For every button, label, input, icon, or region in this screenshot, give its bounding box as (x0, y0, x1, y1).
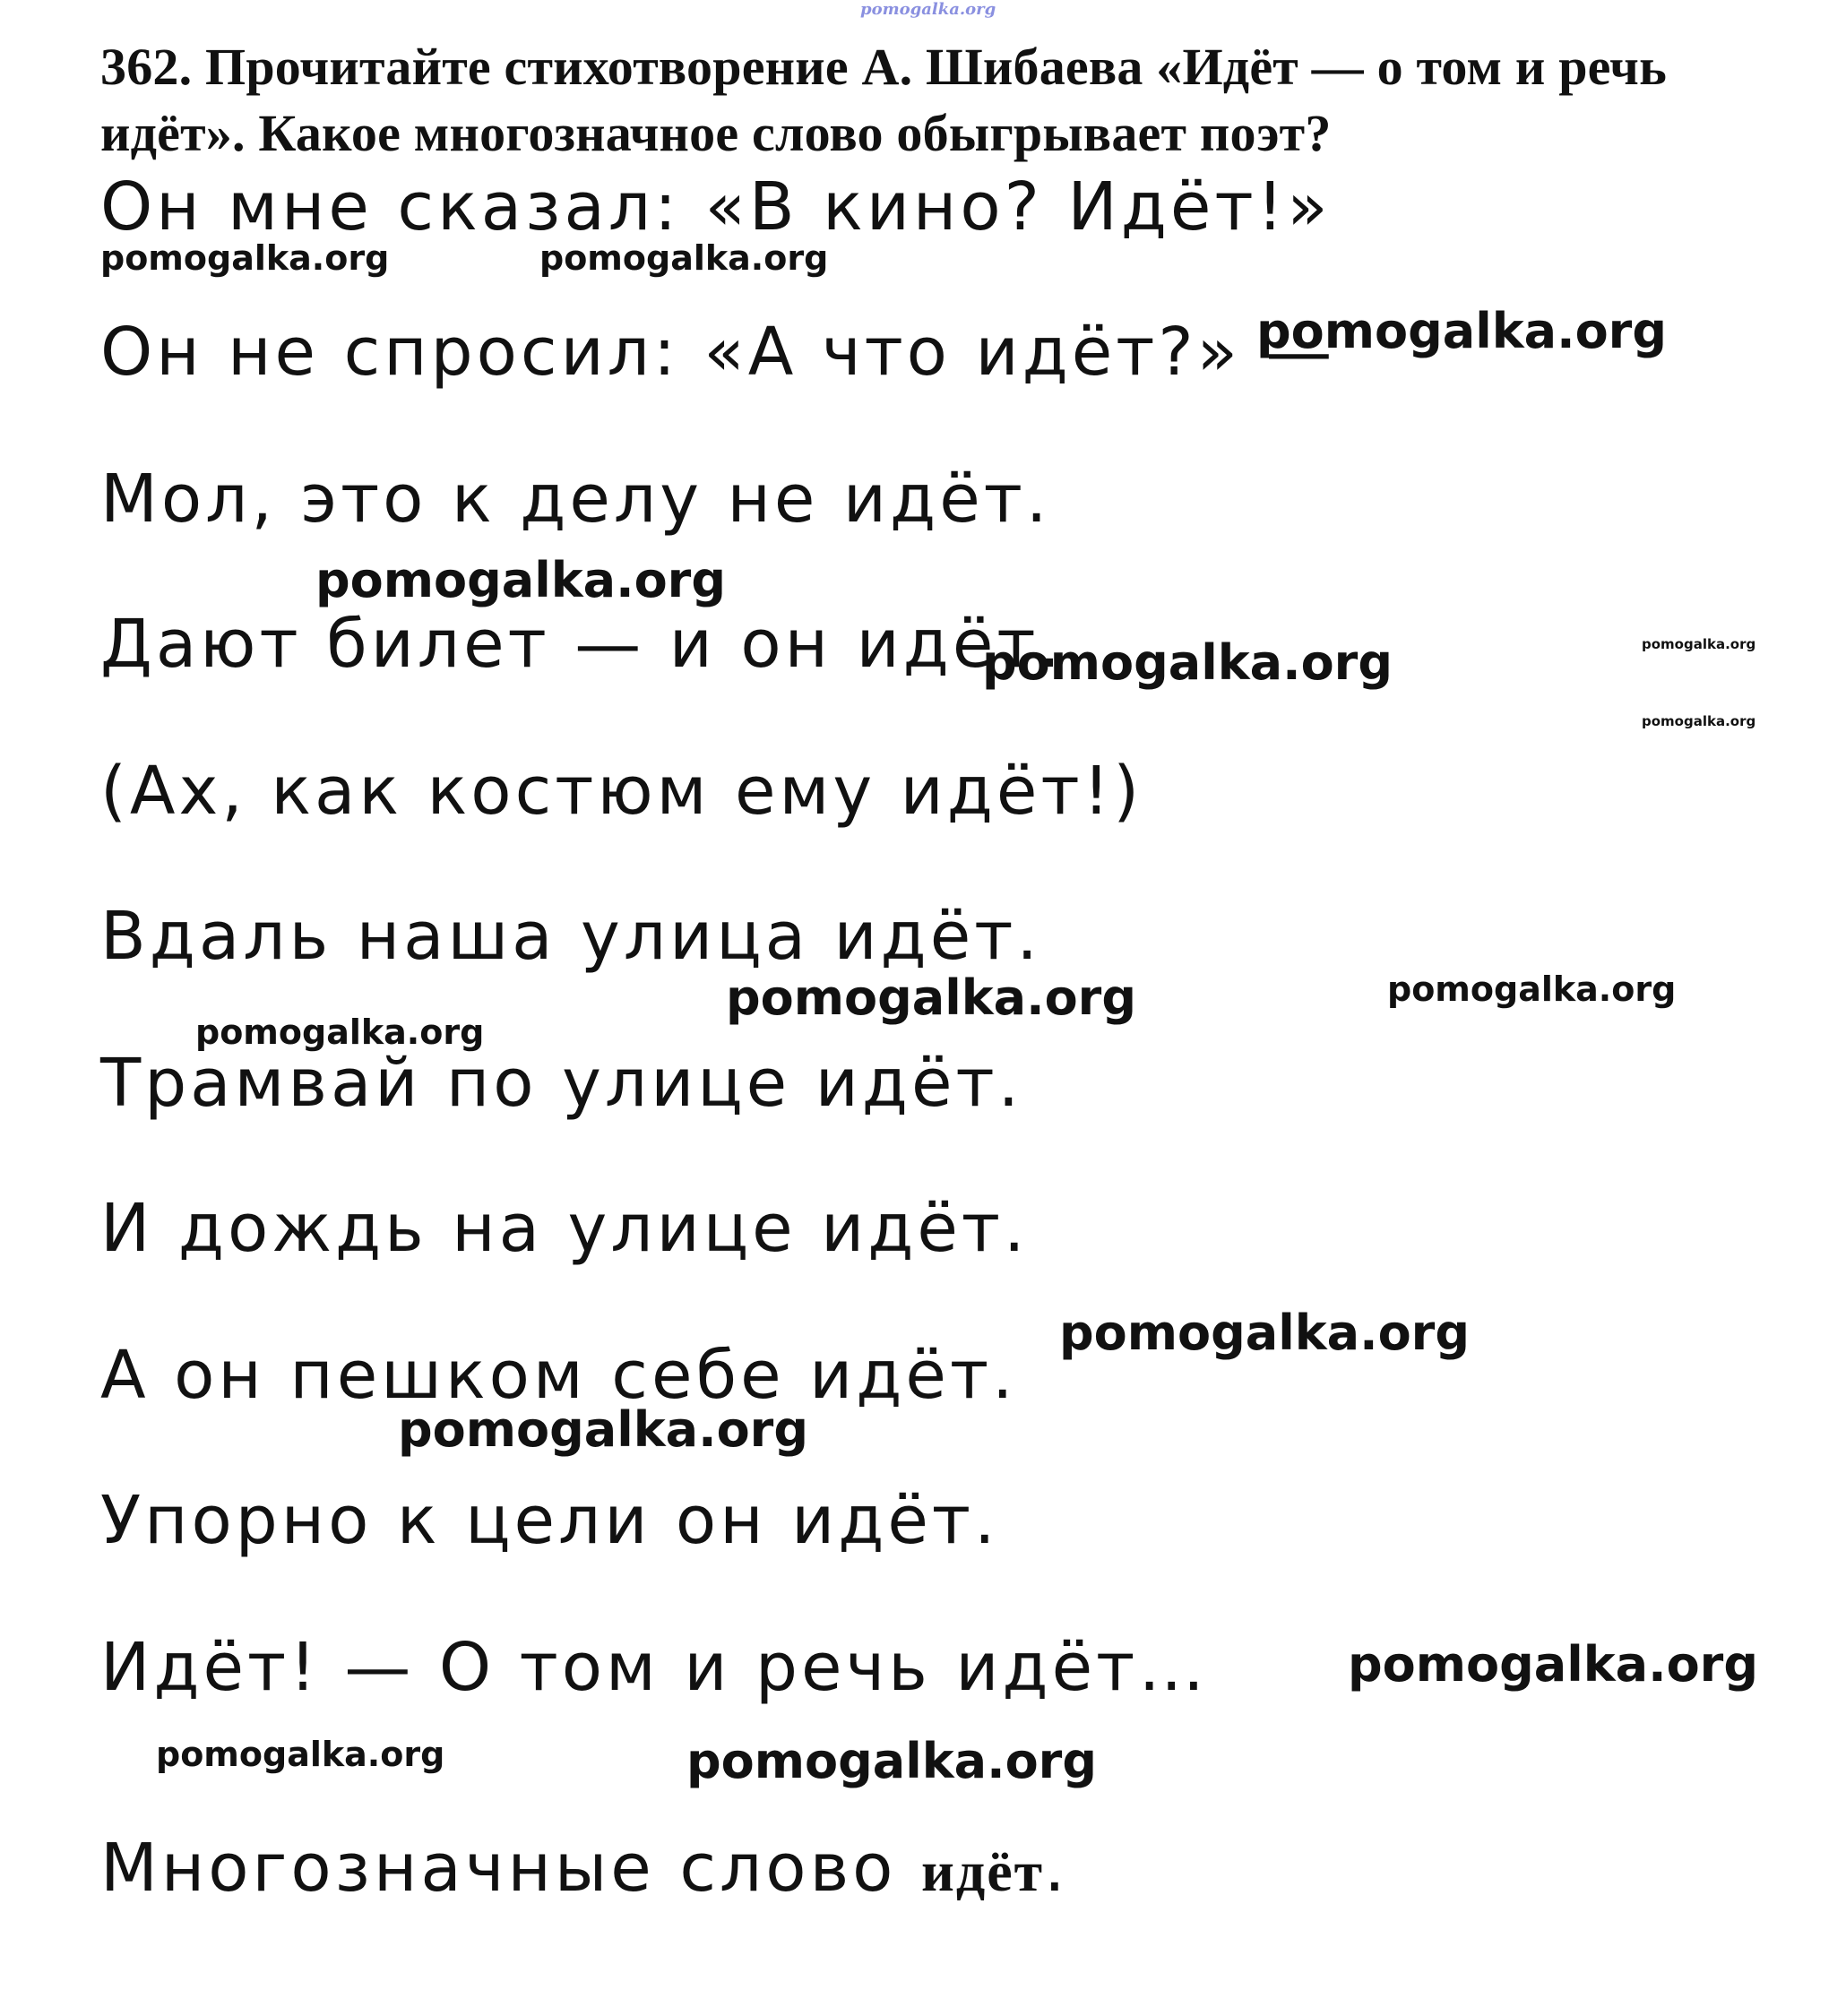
poem-line-2: Он не спросил: «А что идёт?» — (100, 314, 1336, 391)
watermark: pomogalka.org (1642, 713, 1756, 729)
watermark: pomogalka.org (398, 1401, 808, 1458)
watermark: pomogalka.org (686, 1733, 1097, 1789)
watermark: pomogalka.org (1059, 1305, 1470, 1361)
answer-line (100, 1828, 1069, 1912)
poem-line-10: Упорно к цели он идёт. (100, 1482, 999, 1559)
watermark: pomogalka.org (539, 238, 829, 278)
watermark: pomogalka.org (982, 634, 1393, 691)
poem-line-9: А он пешком себе идёт. (100, 1337, 1017, 1414)
task-heading: 362. Прочитайте стихотворение А. Шибаева «Идёт — о том и речь идёт». Какое многозначное слово обыгрывает поэт? (100, 38, 1667, 162)
poem-line-4: Дают билет — и он идёт. (100, 606, 1064, 683)
watermark: pomogalka.org (726, 969, 1136, 1026)
watermark: pomogalka.org (860, 0, 996, 19)
watermark: pomogalka.org (1387, 969, 1677, 1009)
poem-line-7: Трамвай по улице идёт. (100, 1045, 1023, 1122)
watermark: pomogalka.org (1348, 1636, 1758, 1693)
answer-suffix: . (1044, 1830, 1069, 1907)
watermark: pomogalka.org (315, 552, 726, 608)
watermark: pomogalka.org (100, 238, 390, 278)
poem-line-6: Вдаль наша улица идёт. (100, 898, 1041, 975)
poem-line-8: И дождь на улице идёт. (100, 1190, 1029, 1267)
watermark: pomogalka.org (195, 1012, 485, 1052)
poem-line-5: (Ах, как костюм ему идёт!) (100, 753, 1143, 830)
watermark: pomogalka.org (1256, 303, 1667, 359)
watermark: pomogalka.org (156, 1735, 445, 1774)
poem-line-1: Он мне сказал: «В кино? Идёт!» (100, 168, 1332, 246)
answer-word: идёт (920, 1839, 1045, 1903)
poem-line-11: Идёт! — О том и речь идёт… (100, 1629, 1209, 1706)
answer-prefix: Многозначные слово (100, 1830, 921, 1907)
watermark: pomogalka.org (1642, 636, 1756, 652)
poem-line-3: Мол, это к делу не идёт. (100, 461, 1051, 538)
